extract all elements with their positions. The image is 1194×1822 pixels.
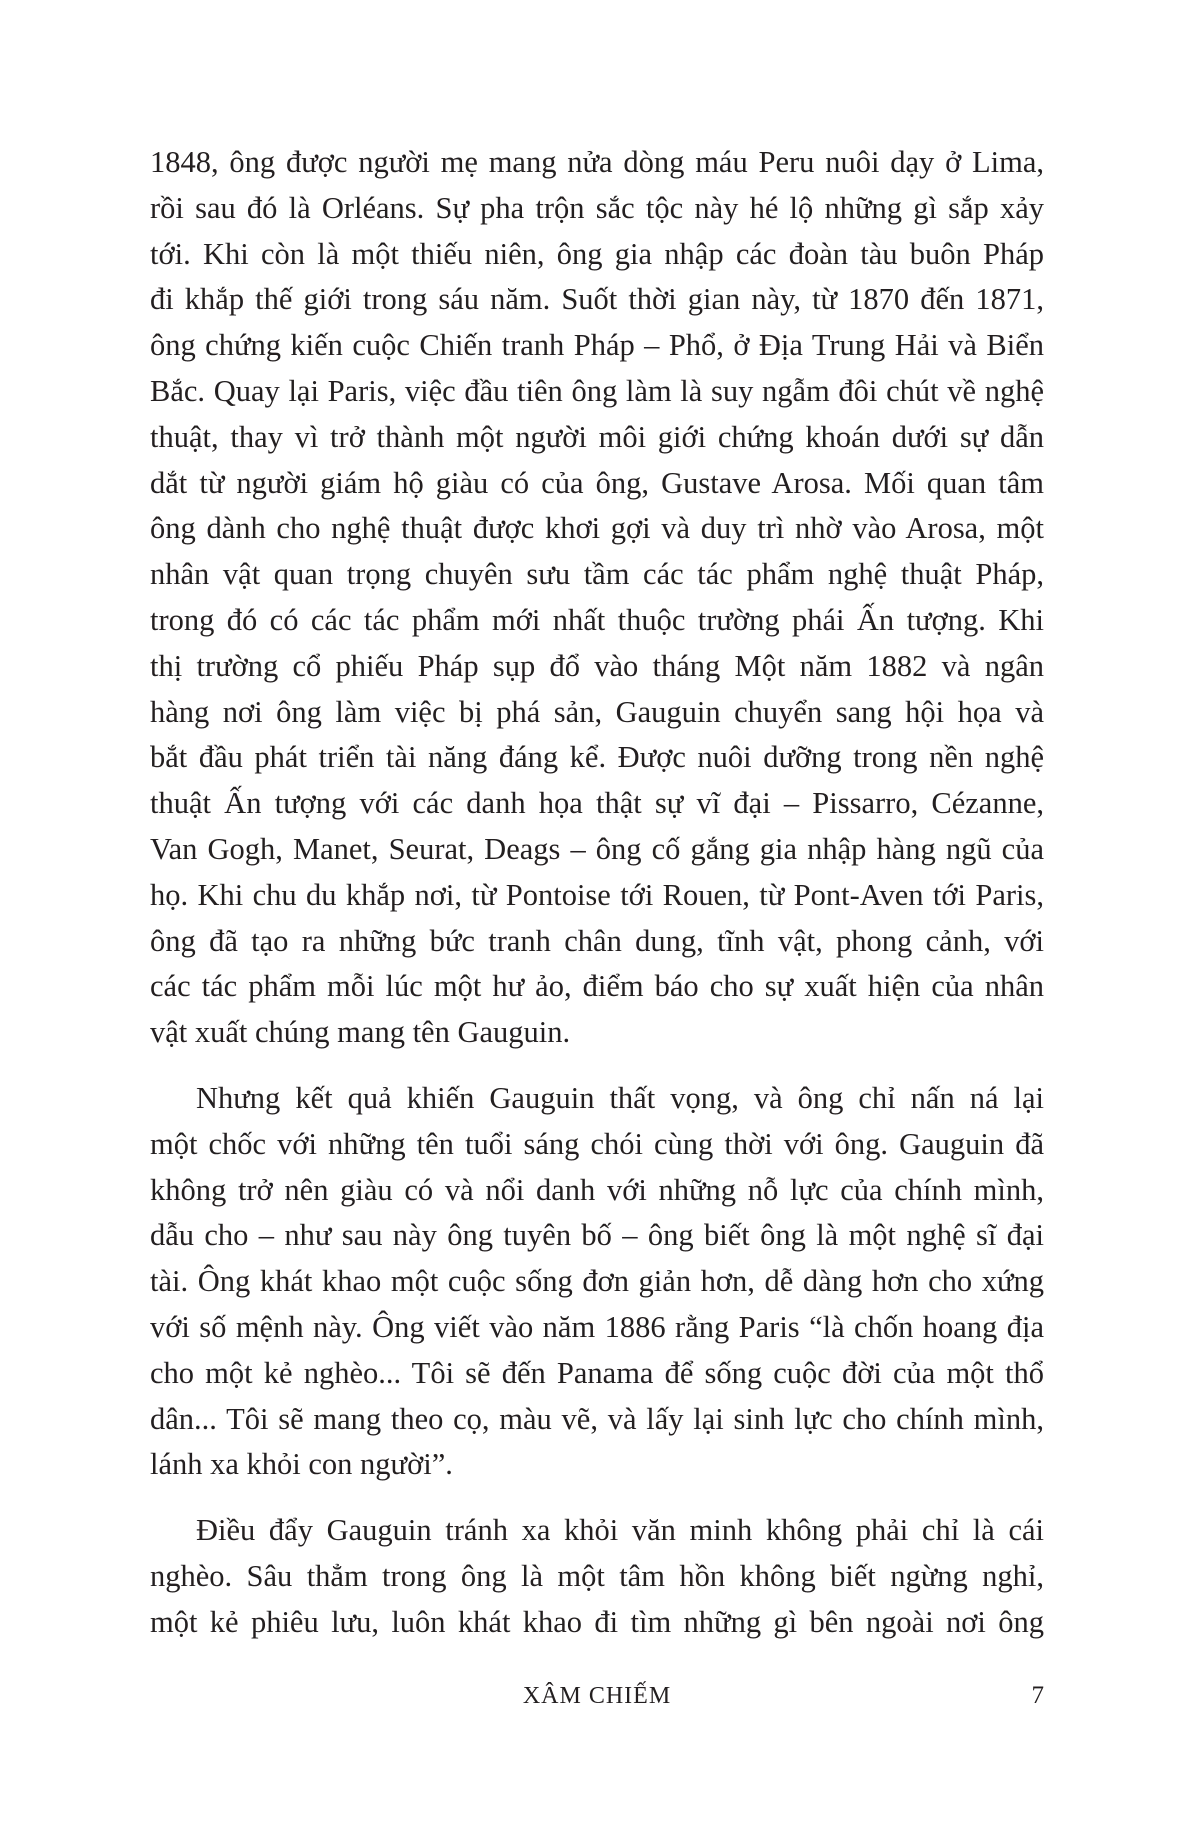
running-head: XÂM CHIẾM [522, 1683, 672, 1709]
text-line: ông đã tạo ra những bức tranh chân dung, tĩnh vật, phong cảnh, với [150, 923, 1044, 958]
text-line: không trở nên giàu có và nổi danh với những nỗ lực của chính mình, [150, 1172, 1044, 1207]
text-line: nhân vật quan trọng chuyên sưu tầm các tác phẩm nghệ thuật Pháp, [150, 557, 1044, 592]
text-line: Nhưng kết quả khiến Gauguin thất vọng, và ông chỉ nấn ná lại [196, 1080, 1044, 1115]
text-line: dân... Tôi sẽ mang theo cọ, màu vẽ, và lấy lại sinh lực cho chính mình, [150, 1401, 1044, 1436]
text-line: nghèo. Sâu thẳm trong ông là một tâm hồn không biết ngừng nghỉ, [150, 1558, 1044, 1593]
paragraph-3 [150, 1508, 1044, 1645]
text-line: Van Gogh, Manet, Seurat, Deags – ông cố gắng gia nhập hàng ngũ của [150, 831, 1044, 866]
text-line: thuật, thay vì trở thành một người môi giới chứng khoán dưới sự dẫn [150, 419, 1044, 454]
text-line: rồi sau đó là Orléans. Sự pha trộn sắc tộc này hé lộ những gì sắp xảy [150, 190, 1044, 225]
text-line: 1848, ông được người mẹ mang nửa dòng máu Peru nuôi dạy ở Lima, [150, 145, 1044, 179]
text-line: dắt từ người giám hộ giàu có của ông, Gustave Arosa. Mối quan tâm [150, 465, 1044, 500]
text-line: cho một kẻ nghèo... Tôi sẽ đến Panama để sống cuộc đời của một thổ [150, 1355, 1044, 1390]
text-line: thuật Ấn tượng với các danh họa thật sự vĩ đại – Pissarro, Cézanne, [150, 786, 1044, 821]
text-line: ông chứng kiến cuộc Chiến tranh Pháp – Phổ, ở Địa Trung Hải và Biển [150, 328, 1044, 363]
paragraph-spacing [150, 1056, 1044, 1076]
text-line: lánh xa khỏi con người”. [150, 1447, 453, 1482]
text-line: đi khắp thế giới trong sáu năm. Suốt thời gian này, từ 1870 đến 1871, [150, 282, 1044, 317]
text-line: Bắc. Quay lại Paris, việc đầu tiên ông làm là suy ngẫm đôi chút về nghệ [150, 373, 1044, 408]
text-line: một chốc với những tên tuổi sáng chói cùng thời với ông. Gauguin đã [150, 1126, 1044, 1161]
paragraph-spacing [150, 1488, 1044, 1508]
text-line: tới. Khi còn là một thiếu niên, ông gia nhập các đoàn tàu buôn Pháp [150, 236, 1044, 271]
text-line: tài. Ông khát khao một cuộc sống đơn giản hơn, dễ dàng hơn cho xứng [150, 1264, 1044, 1299]
text-line: dẫu cho – như sau này ông tuyên bố – ông biết ông là một nghệ sĩ đại [150, 1218, 1044, 1253]
page-footer [150, 1676, 1044, 1716]
body-text [150, 140, 1044, 1646]
text-line: với số mệnh này. Ông viết vào năm 1886 rằng Paris “là chốn hoang địa [150, 1309, 1044, 1344]
page-number: 7 [1031, 1682, 1044, 1709]
text-line: ông dành cho nghệ thuật được khơi gợi và duy trì nhờ vào Arosa, một [150, 511, 1044, 546]
text-line: họ. Khi chu du khắp nơi, từ Pontoise tới Rouen, từ Pont-Aven tới Paris, [150, 877, 1044, 912]
text-line: hàng nơi ông làm việc bị phá sản, Gauguin chuyển sang hội họa và [150, 694, 1044, 729]
text-line: các tác phẩm mỗi lúc một hư ảo, điểm báo cho sự xuất hiện của nhân [150, 969, 1044, 1004]
text-line: vật xuất chúng mang tên Gauguin. [150, 1015, 571, 1050]
paragraph-1 [150, 140, 1044, 1056]
text-line: một kẻ phiêu lưu, luôn khát khao đi tìm những gì bên ngoài nơi ông [150, 1604, 1044, 1639]
text-line: thị trường cổ phiếu Pháp sụp đổ vào tháng Một năm 1882 và ngân [150, 648, 1044, 683]
text-line: bắt đầu phát triển tài năng đáng kể. Được nuôi dưỡng trong nền nghệ [150, 740, 1044, 775]
paragraph-2 [150, 1076, 1044, 1488]
text-line: trong đó có các tác phẩm mới nhất thuộc trường phái Ấn tượng. Khi [150, 602, 1044, 637]
text-line: Điều đẩy Gauguin tránh xa khỏi văn minh không phải chỉ là cái [196, 1513, 1044, 1548]
